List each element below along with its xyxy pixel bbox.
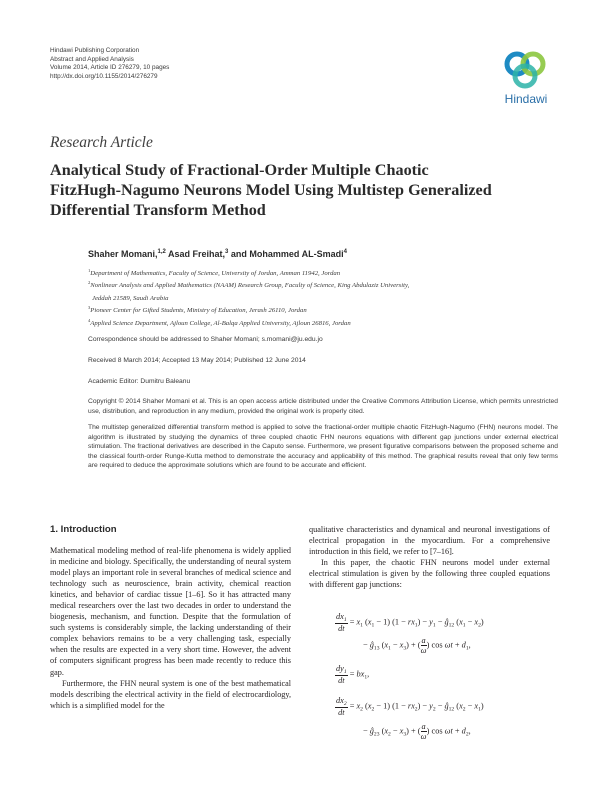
- intro-right-column: [309, 524, 550, 590]
- journal-header: [50, 47, 169, 81]
- affiliation: $^4$Applied Science Department, Ajloun College, Al-Balqa Applied University, Ajloun 26816, Jordan: [88, 317, 351, 327]
- equation-dx2: $\frac{dx_2}{dt}$ = $x_2$ $(x_2 - 1) (1 - rx_2) - y_2$ − $ĝ_{12}$ $(x_2 - x_1)$: [336, 696, 484, 717]
- affiliation: $^3$Pioneer Center for Gifted Students, Ministry of Education, Jerash 26110, Jordan: [88, 305, 307, 315]
- author-affil-ref: 3: [225, 249, 229, 255]
- doi-link[interactable]: http://dx.doi.org/10.1155/2014/276279: [50, 72, 158, 80]
- paragraph: qualitative characteristics and dynamical and neuronal investigations of electrical propagation in the myocardium. For a comprehensive introduction in this field, we refer to [7–16].: [309, 525, 550, 557]
- copyright: Copyright © 2014 Shaher Momani et al. This is an open access article distributed under the Creative Commons Attribution License, which permits unrestricted use, distribution, and reproduction in any medium, provided the original work is properly cited.: [88, 398, 558, 415]
- publisher: Hindawi Publishing Corporation: [50, 47, 140, 54]
- section-heading: 1. Introduction: [50, 524, 117, 535]
- paragraph: Mathematical modeling method of real-life phenomena is widely applied in medicine and biology. Specifically, the understanding of neural system model plays an important role in several branches of medical science and technology such as neuroscience, brain activity, chemical reaction kinetics, and behavior of cardiac tissue [1–6]. So it has attracted many medical researchers over the last two decades in order to understand the biogenesis, mechanism, and function. Despite that the formulation of such systems is considerably simple, the lacking understanding of their complex behaviors remains to be a very challenging task, especially when the results are expected in a very short time. However, the advent of computers significant progress has been made recently to reduce this gap.: [50, 546, 291, 677]
- logo-wordmark: Hindawi: [504, 92, 548, 106]
- academic-editor: Academic Editor: Dumitru Baleanu: [88, 378, 191, 385]
- equation-dy1: $\frac{dy_1}{dt}$ = $bx_1$,: [336, 664, 370, 685]
- equation-dx1-cont: − $ĝ_{13}$ $(x_1 - x_3)$ + ( $\frac{a}{\omega}$ ) $\cos \omega t + d_1$,: [363, 636, 471, 655]
- dates: Received 8 March 2014; Accepted 13 May 2014; Published 12 June 2014: [88, 357, 306, 364]
- author-name: Asad Freihat,: [168, 249, 226, 259]
- author-name: Shaher Momani,: [88, 249, 158, 259]
- article-type: Research Article: [50, 134, 153, 151]
- title-line: FitzHugh-Nagumo Neurons Model Using Multistep Generalized: [50, 181, 492, 199]
- correspondence: Correspondence should be addressed to Shaher Momani; s.momani@ju.edu.jo: [88, 336, 323, 343]
- volume-info: Volume 2014, Article ID 276279, 10 pages: [50, 64, 170, 72]
- affiliation: Jeddah 21589, Saudi Arabia: [92, 294, 169, 302]
- paragraph: Furthermore, the FHN neural system is one of the best mathematical models describing the electrical activity in the field of electrocardiology, which is a simplified model for the: [50, 678, 291, 710]
- title-line: Differential Transform Method: [50, 201, 266, 219]
- affiliations: [88, 266, 558, 328]
- article-title: [50, 160, 550, 220]
- journal-name: Abstract and Applied Analysis: [50, 55, 134, 63]
- abstract: The multistep generalized differential transform method is applied to solve the fractional-order multiple chaotic FitzHugh-Nagumo (FHN) neurons model. The algorithm is illustrated by studying the dynamics of three coupled chaotic FHN neurons equations with different gap junctions under external electrical stimulation. The fractional derivatives are described in the Caputo sense. Furthermore, we present figurative comparisons between the proposed scheme and the classical fourth-order Runge-Kutta method to demonstrate the accuracy and applicability of this method. The graphical results reveal that only few terms are required to deduce the approximate solutions which are found to be accurate and efficient.: [88, 424, 558, 470]
- equation-dx1: $\frac{dx_1}{dt}$ = $x_1$ $(x_1 - 1) (1 - rx_1) - y_1$ − $ĝ_{12}$ $(x_1 - x_2)$: [336, 612, 484, 633]
- title-line: Analytical Study of Fractional-Order Multiple Chaotic: [50, 161, 429, 179]
- author-affil-ref: 4: [343, 249, 347, 255]
- affiliation: $^2$Nonlinear Analysis and Applied Mathematics (NAAM) Research Group, Faculty of Science, King Abdulaziz University,: [88, 280, 410, 290]
- intro-left-column: [50, 545, 291, 711]
- equation-dx2-cont: − $ĝ_{23}$ $(x_2 - x_3)$ + ( $\frac{a}{\omega}$ ) $\cos \omega t + d_2$,: [363, 722, 471, 741]
- author-name: and Mohammed AL-Smadi: [230, 249, 344, 259]
- author-list: [88, 249, 347, 259]
- affiliation: $^1$Department of Mathematics, Faculty of Science, University of Jordan, Amman 11942, Jordan: [88, 268, 341, 277]
- author-affil-ref: 1,2: [157, 249, 166, 255]
- paragraph: In this paper, the chaotic FHN neurons model under external electrical stimulation is given by the following three coupled equations with different gap junctions:: [309, 558, 550, 590]
